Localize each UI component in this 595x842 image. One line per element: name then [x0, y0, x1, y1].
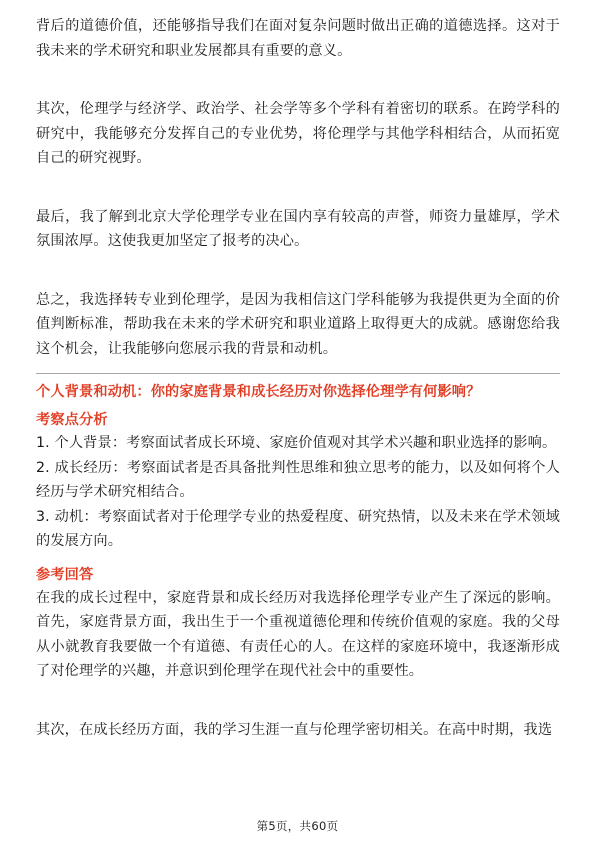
analysis-item: 2. 成长经历：考察面试者是否具备批判性思维和独立思考的能力，以及如何将个人经历与学术研究相结合。	[36, 459, 560, 500]
body-paragraph: 总之，我选择转专业到伦理学，是因为我相信这门学科能够为我提供更为全面的价值判断标准，帮助我在未来的学术研究和职业道路上取得更大的成就。感谢您给我这个机会，让我能够向您展示我的背景和动机。	[36, 291, 560, 357]
body-paragraph: 其次，伦理学与经济学、政治学、社会学等多个学科有着密切的联系。在跨学科的研究中，我能够充分发挥自己的专业优势，将伦理学与其他学科相结合，从而拓宽自己的研究视野。	[36, 101, 560, 166]
analysis-item: 3. 动机：考察面试者对于伦理学专业的热爱程度、研究热情，以及未来在学术领域的发展方向。	[36, 508, 560, 549]
question-heading: 个人背景和动机：你的家庭背景和成长经历对你选择伦理学有何影响？	[36, 384, 481, 400]
analysis-item: 1. 个人背景：考察面试者成长环境、家庭价值观对其学术兴趣和职业选择的影响。	[36, 435, 557, 451]
document-page	[36, 14, 560, 742]
answer-paragraph: 在我的成长过程中，家庭背景和成长经历对我选择伦理学专业产生了深远的影响。首先，家庭背景方面，我出生于一个重视道德伦理和传统价值观的家庭。我的父母从小就教育我要做一个有道德、有责任心的人。在这样的家庭环境中，我逐渐形成了对伦理学的兴趣，并意识到伦理学在现代社会中的重要性。	[36, 589, 560, 679]
body-paragraph: 最后，我了解到北京大学伦理学专业在国内享有较高的声誉，师资力量雄厚，学术氛围浓厚。这使我更加坚定了报考的决心。	[36, 208, 560, 249]
section-divider	[36, 373, 560, 374]
answer-paragraph: 其次，在成长经历方面，我的学习生涯一直与伦理学密切相关。在高中时期，我选	[36, 721, 553, 738]
analysis-label: 考察点分析	[36, 412, 108, 428]
body-paragraph: 背后的道德价值，还能够指导我们在面对复杂问题时做出正确的道德选择。这对于我未来的学术研究和职业发展都具有重要的意义。	[36, 18, 560, 59]
answer-label: 参考回答	[36, 566, 94, 583]
page-number: 第5页，共60页	[256, 819, 339, 833]
